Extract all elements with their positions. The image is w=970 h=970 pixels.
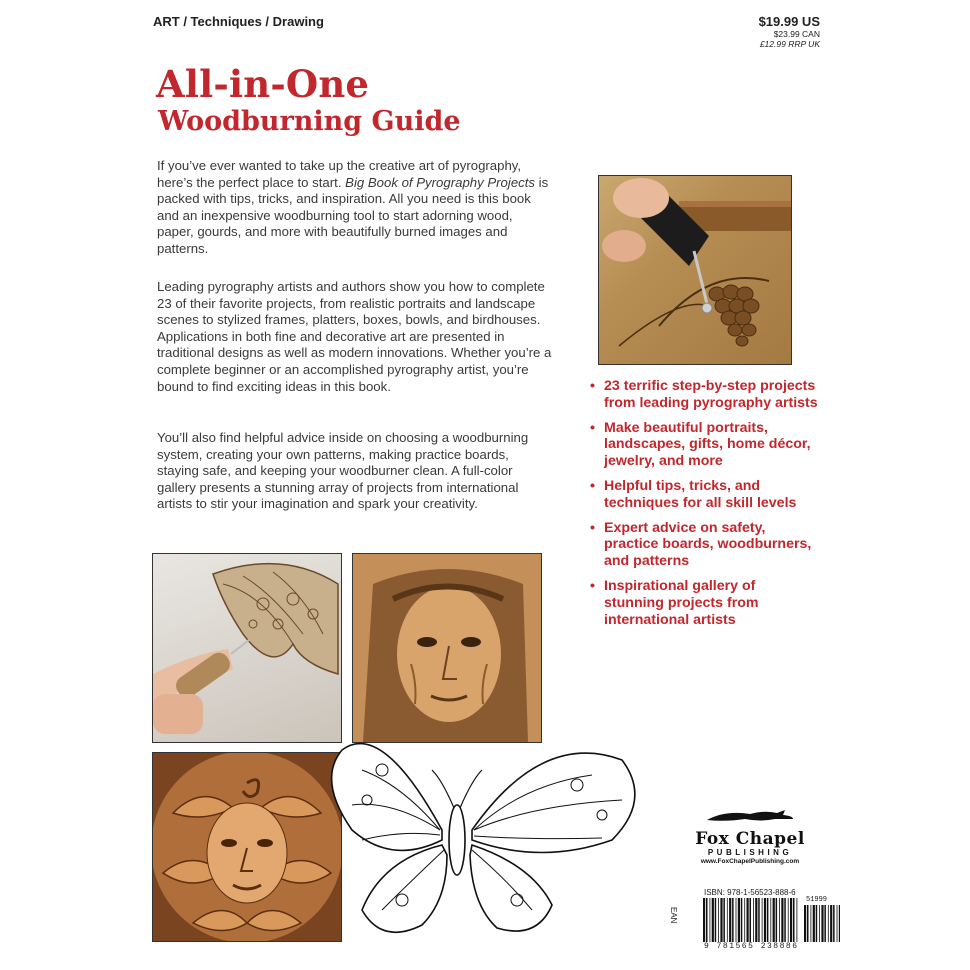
fox-logo-icon (705, 808, 795, 824)
p1-text-pre: If you’ve ever wanted to take up the creative art of pyrography, here’s the perfect place to start. (157, 158, 522, 190)
isbn-barcode (703, 898, 798, 942)
woodburning-tool-photo (598, 175, 792, 365)
price-can: $23.99 CAN (773, 29, 820, 39)
butterfly-line-art (322, 690, 662, 950)
p1-text-post: is packed with tips, tricks, and inspiration. All you need is this book and an inexpensive woodburning tool to start adorning wood, paper, gourds, and more with beautifully burned images and patterns. (157, 174, 549, 256)
isbn-text: ISBN: 978-1-56523-888-6 (704, 888, 796, 897)
publisher-name: Fox Chapel (695, 829, 805, 849)
barcode-digits: 9 781565 238886 (704, 942, 799, 951)
barcode-addon-digits: 51999 (806, 896, 828, 904)
ean-label: EAN (669, 907, 678, 924)
description-paragraph-3: You’ll also find helpful advice inside on choosing a woodburning system, creating your own patterns, making practice boards, staying safe, and keeping your woodburner clean. A full-color gallery presents a stunning array of projects from international artists to stir your imagination and spark your creativity. (157, 430, 529, 512)
publisher-logo (690, 808, 810, 865)
feature-bullet: • Inspirational gallery of stunning projects from international artists (588, 578, 818, 628)
title-line-1: All-in-One (156, 62, 370, 106)
book-title-italic: Big Book of Pyrography Projects (345, 174, 536, 190)
description-paragraph-2: Leading pyrography artists and authors show you how to complete 23 of their favorite projects, from realistic portraits and landscape scenes to stylized frames, platters, boxes, bowls, and birdhouses. Applications in both fine and decorative art are presented in traditional designs as well as modern innovations. Whether you’re a complete beginner or an accomplished pyrography artist, you’re bound to find exciting ideas in this book. (157, 279, 552, 394)
woodburning-tool-illustration (599, 176, 791, 364)
description-paragraph-1 (157, 158, 552, 258)
price-us: $19.99 US (758, 14, 820, 29)
butterfly-outline-illustration (322, 690, 662, 950)
price-block (759, 14, 820, 49)
price-addon-barcode (804, 905, 840, 942)
green-man-illustration (153, 753, 341, 941)
publisher-website: www.FoxChapelPublishing.com (700, 858, 800, 865)
feature-bullet: • Helpful tips, tricks, and techniques for all skill levels (588, 478, 818, 512)
feature-bullet: • 23 terrific step-by-step projects from leading pyrography artists (588, 378, 818, 412)
title-line-2: Woodburning Guide (158, 106, 461, 137)
feature-bullet: • Expert advice on safety, practice boards, woodburners, and patterns (588, 520, 818, 570)
feature-bullet: • Make beautiful portraits, landscapes, gifts, home décor, jewelry, and more (588, 420, 818, 470)
green-man-carving-photo (152, 752, 342, 942)
feature-bullet-list (588, 378, 818, 636)
butterfly-burning-photo (152, 553, 342, 743)
butterfly-wing-illustration (153, 554, 341, 742)
publisher-sub: PUBLISHING (707, 848, 793, 857)
price-uk: £12.99 RRP UK (759, 39, 820, 49)
category-breadcrumb: ART / Techniques / Drawing (153, 14, 324, 29)
